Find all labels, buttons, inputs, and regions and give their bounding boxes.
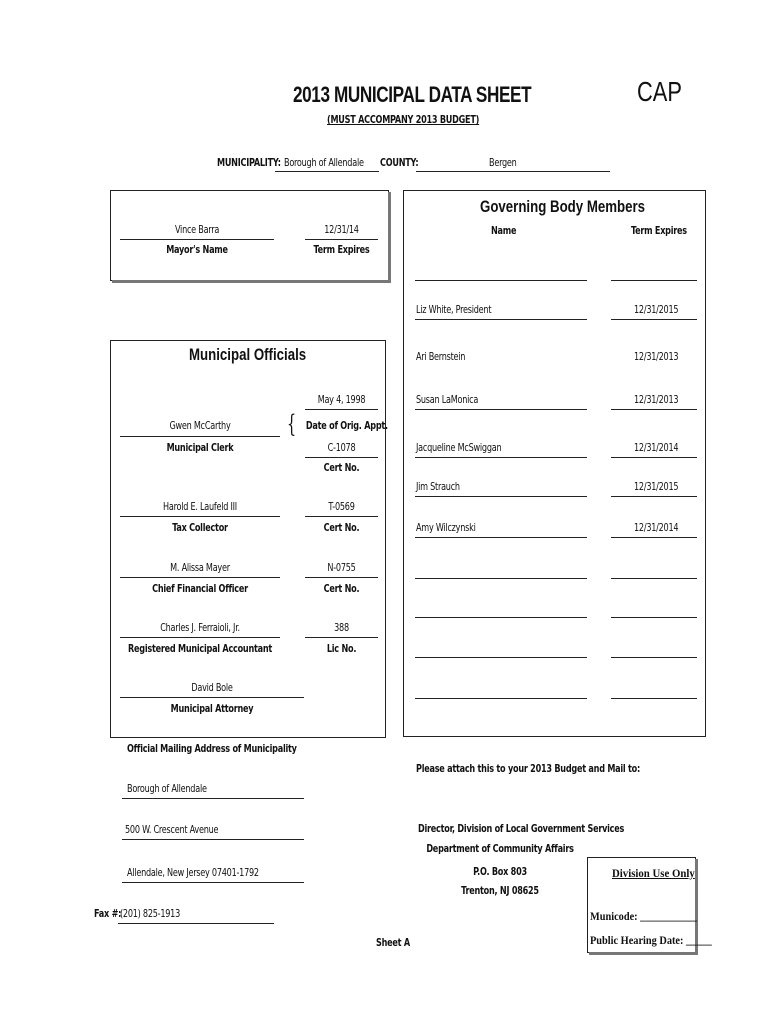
clerk-cert: C-1078: [327, 441, 356, 454]
gb-member-term: 12/31/2015: [634, 303, 679, 316]
gb-term-header: Term Expires: [631, 224, 687, 237]
division-use-title: Division Use Only: [612, 866, 695, 880]
tax-cert-label: Cert No.: [323, 521, 360, 534]
gb-member-name: Liz White, President: [416, 303, 492, 316]
municipality-label: MUNICIPALITY:: [217, 156, 281, 169]
cfo-cert: N-0755: [327, 561, 356, 574]
rma-lic: 388: [334, 621, 349, 634]
mailing-line-1: Borough of Allendale: [127, 782, 207, 795]
po-box-line: P.O. Box 803: [473, 865, 527, 878]
fax-value: (201) 825-1913: [120, 907, 181, 920]
county-label: COUNTY:: [380, 156, 419, 169]
mailing-address-label: Official Mailing Address of Municipality: [127, 742, 297, 755]
cfo-cert-label: Cert No.: [323, 582, 360, 595]
rma-name: Charles J. Ferraioli, Jr.: [160, 621, 240, 634]
gb-member-term: 12/31/2013: [634, 350, 679, 363]
orig-appt-label: Date of Orig. Appt.: [305, 419, 388, 432]
mailing-line-3: Allendale, New Jersey 07401-1792: [127, 866, 259, 879]
municipal-officials-title: Municipal Officials: [189, 345, 307, 364]
gb-member-name: Jim Strauch: [416, 480, 460, 493]
rma-lic-label: Lic No.: [326, 642, 357, 655]
clerk-name: Gwen McCarthy: [169, 419, 231, 432]
director-line: Director, Division of Local Government Services: [418, 822, 625, 835]
mayor-term-label: Term Expires: [313, 243, 370, 256]
mailing-line-2: 500 W. Crescent Avenue: [125, 823, 219, 836]
cap-label: CAP: [637, 76, 682, 107]
attorney-label: Municipal Attorney: [170, 702, 254, 715]
gb-member-name: Amy Wilczynski: [416, 521, 476, 534]
orig-appt-date: May 4, 1998: [317, 393, 366, 406]
fax-label: Fax #:: [94, 907, 122, 920]
gb-member-term: 12/31/2014: [634, 441, 679, 454]
mayor-name: Vince Barra: [174, 223, 220, 236]
mayor-term: 12/31/14: [324, 223, 359, 236]
mayor-name-label: Mayor's Name: [166, 243, 228, 256]
county-value: Bergen: [489, 156, 517, 169]
gb-member-name: Susan LaMonica: [416, 393, 479, 406]
municipality-value: Borough of Allendale: [284, 156, 364, 169]
gb-member-term: 12/31/2015: [634, 480, 679, 493]
cfo-label: Chief Financial Officer: [152, 582, 248, 595]
brace: {: [287, 410, 297, 438]
governing-body-title: Governing Body Members: [480, 197, 646, 216]
attorney-name: David Bole: [191, 681, 233, 694]
department-line: Department of Community Affairs: [426, 842, 574, 855]
public-hearing-field: Public Hearing Date: _____: [590, 933, 712, 947]
gb-member-name: Jacqueline McSwiggan: [416, 441, 502, 454]
rma-label: Registered Municipal Accountant: [127, 642, 273, 655]
gb-name-header: Name: [491, 224, 517, 237]
page-title: 2013 MUNICIPAL DATA SHEET: [293, 82, 532, 107]
municode-field: Municode: ___________: [590, 909, 697, 923]
city-line: Trenton, NJ 08625: [461, 884, 539, 897]
attach-instructions: Please attach this to your 2013 Budget and Mail to:: [416, 762, 641, 775]
tax-cert: T-0569: [328, 500, 355, 513]
page-subtitle: (MUST ACCOMPANY 2013 BUDGET): [327, 113, 480, 126]
clerk-label: Municipal Clerk: [166, 441, 234, 454]
gb-member-term: 12/31/2013: [634, 393, 679, 406]
clerk-cert-label: Cert No.: [323, 461, 360, 474]
gb-member-term: 12/31/2014: [634, 521, 679, 534]
tax-collector-name: Harold E. Laufeld III: [163, 500, 237, 513]
cfo-name: M. Alissa Mayer: [170, 561, 230, 574]
gb-member-name: Ari Bernstein: [416, 350, 466, 363]
sheet-label: Sheet A: [376, 936, 410, 949]
governing-body-box: [403, 190, 706, 737]
tax-collector-label: Tax Collector: [172, 521, 228, 534]
